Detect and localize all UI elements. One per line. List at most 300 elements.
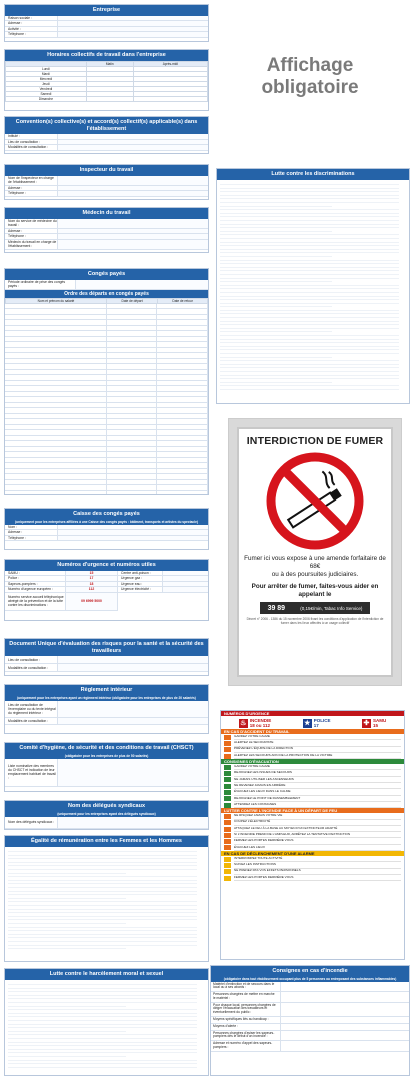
table-cell[interactable]: [107, 425, 158, 430]
table-cell[interactable]: [107, 331, 158, 336]
delegues-panel: [4, 800, 209, 830]
table-cell[interactable]: [157, 441, 208, 446]
table-cell[interactable]: [5, 436, 107, 441]
urgence-electricite-row: Urgence électricité :: [118, 587, 208, 593]
table-cell[interactable]: [157, 386, 208, 391]
table-cell[interactable]: [5, 337, 107, 342]
text-line: [8, 1064, 197, 1068]
list-item-label: NE RISQUEZ JAMAIS VOTRE VIE: [234, 813, 401, 819]
service-medecine-input[interactable]: [57, 219, 208, 228]
pictogram-icon: [224, 771, 231, 776]
pictogram-icon: [224, 803, 231, 808]
table-cell[interactable]: [5, 386, 107, 391]
field-inspecteur-adresse: Adresse :: [5, 186, 208, 192]
field-intitule: Intitulé :: [5, 134, 208, 140]
ordre-head-row: Nom et prénom du salarié Date de départ Date de retour: [6, 298, 208, 303]
nom-inspecteur-input[interactable]: [57, 176, 208, 185]
incendie-consignes-title: Consignes en cas d'incendie: [211, 966, 409, 977]
numeros-urgence-bar: NUMÉROS D'URGENCE: [221, 711, 404, 716]
table-cell[interactable]: [5, 408, 107, 413]
table-cell[interactable]: [157, 469, 208, 474]
field-du-modalites: Modalités de consultation :: [5, 664, 208, 672]
incendie-number: ♨ INCENDIE 18 ou 112: [240, 718, 272, 728]
table-cell[interactable]: [5, 452, 107, 457]
table-cell[interactable]: [157, 447, 208, 452]
interdiction-fumer-title: INTERDICTION DE FUMER: [246, 435, 384, 447]
field-lieu-consultation: Lieu de consultation :: [5, 140, 208, 146]
list-item: [224, 875, 401, 881]
medecin-panel: [4, 207, 209, 253]
table-cell[interactable]: [107, 359, 158, 364]
table-cell[interactable]: [157, 452, 208, 457]
horaires-title: Horaires collectifs de travail dans l'entreprise: [5, 50, 208, 61]
table-row: Moyens d'alerte :: [211, 1024, 409, 1031]
table-row: Pour chaque local, personnes chargées de diriger l'évacuation des travailleurs et éventuellement du public :: [211, 1003, 409, 1017]
table-cell[interactable]: [107, 452, 158, 457]
du-lieu-input[interactable]: [57, 656, 208, 663]
urgence-europeen-row: Numéro d'urgence européen : 112: [5, 587, 117, 593]
field-reglement-modalites: Modalités de consultation :: [5, 718, 208, 725]
table-cell[interactable]: [107, 397, 158, 402]
table-row: Mercredi: [6, 76, 208, 81]
pictogram-icon: [224, 735, 231, 740]
table-cell[interactable]: [107, 491, 158, 496]
list-item-label: ALERTEZ LE SECOURISTE: [234, 740, 401, 746]
table-cell[interactable]: [5, 331, 107, 336]
table-cell[interactable]: [5, 375, 107, 380]
pictogram-icon: [224, 820, 231, 825]
table-cell[interactable]: [157, 353, 208, 358]
pictogram-icon: [224, 790, 231, 795]
delegues-noms-input[interactable]: [57, 817, 208, 828]
table-row: Jeudi: [6, 81, 208, 86]
table-cell[interactable]: [5, 326, 107, 331]
urgences-numeros-title: Numéros d'urgence et numéros utiles: [5, 560, 208, 571]
field-caisse-nom: Nom :: [5, 525, 208, 531]
table-cell[interactable]: [5, 441, 107, 446]
activite-input[interactable]: [57, 27, 208, 32]
table-cell[interactable]: [5, 364, 107, 369]
pompiers-row: Sapeurs-pompiers : 18: [5, 582, 117, 588]
table-cell[interactable]: [157, 342, 208, 347]
pictogram-icon: [224, 827, 231, 832]
conventions-title: Convention(s) collective(s) et accord(s) collectif(s) applicable(s) dans l'établissement: [5, 117, 208, 134]
accident-travail-bar: EN CAS D'ACCIDENT DU TRAVAIL: [221, 729, 404, 734]
field-activite: Activité :: [5, 27, 208, 33]
samu-row: SAMU : 15: [5, 571, 117, 577]
pictogram-icon: [224, 839, 231, 844]
pictogram-icon: [224, 857, 231, 862]
chsct-title: Comité d'hygiène, de sécurité et des conditions de travail (CHSCT): [5, 743, 208, 754]
table-cell[interactable]: [5, 304, 107, 309]
caisse-adresse-input[interactable]: [57, 530, 208, 535]
list-item-label: PRÉVENEZ L'ÉQUIPE DE LA DIRECTION: [234, 747, 401, 753]
table-cell[interactable]: [5, 320, 107, 325]
caisse-telephone-input[interactable]: [57, 536, 208, 541]
table-row: Personnes chargées de mettre en marche le matériel :: [211, 992, 409, 1003]
entreprise-panel: [4, 4, 209, 42]
egalite-title: Égalité de rémunération entre les Femmes et les Hommes: [5, 836, 208, 847]
adresse-input[interactable]: [57, 21, 208, 26]
table-cell[interactable]: [157, 392, 208, 397]
field-du-lieu: Lieu de consultation :: [5, 656, 208, 664]
pictogram-icon: [224, 869, 231, 874]
reglement-modalites-input[interactable]: [57, 718, 208, 724]
table-row: Lundi: [6, 66, 208, 71]
ordre-departs-rows: [5, 304, 208, 496]
periode-conges-input[interactable]: [75, 280, 208, 289]
field-service-medecine: Nom du service de médecine du travail :: [5, 219, 208, 229]
table-cell[interactable]: [107, 309, 158, 314]
raison-sociale-input[interactable]: [57, 16, 208, 21]
table-cell[interactable]: [157, 370, 208, 375]
discrimination-number-row: Numéro service accueil téléphonique abrégé de la prévention et de la lutte contre les discriminations : 09 6999 5000: [5, 593, 117, 611]
field-chsct-membres: Liste nominative des membres du CHSCT et indication de leur emplacement habituel de travail :: [5, 759, 208, 787]
text-line: [8, 946, 126, 950]
field-medecin-charge: Médecin du travail en charge de l'établissement :: [5, 240, 208, 250]
medecin-adresse-input[interactable]: [57, 229, 208, 234]
table-cell[interactable]: [5, 469, 107, 474]
medecin-telephone-input[interactable]: [57, 234, 208, 239]
table-cell[interactable]: [107, 463, 158, 468]
table-cell[interactable]: [107, 315, 158, 320]
table-cell[interactable]: [107, 353, 158, 358]
table-row: Samedi: [6, 91, 208, 96]
list-item-label: ATTENDEZ LES CONSIGNES: [234, 802, 401, 808]
table-cell[interactable]: [157, 304, 208, 309]
table-cell[interactable]: [5, 458, 107, 463]
list-item-label: NE JAMAIS UTILISER LES ASCENSEURS: [234, 777, 401, 783]
field-adresse: Adresse :: [5, 21, 208, 27]
list-item-label: COUPEZ L'ÉLECTRICITÉ: [234, 820, 401, 826]
table-row: Matériel d'extinction et de secours dans le local ou à ses abords :: [211, 982, 409, 993]
table-cell[interactable]: [5, 425, 107, 430]
table-cell[interactable]: [107, 386, 158, 391]
numeros-urgence-list: [221, 716, 404, 729]
consigne-input[interactable]: [281, 1024, 409, 1030]
list-item-label: ÉVACUEZ LES LIEUX DANS LE CALME: [234, 789, 401, 795]
pictogram-icon: [224, 845, 231, 850]
table-cell[interactable]: [5, 485, 107, 490]
caisse-title: Caisse des congés payés: [5, 509, 208, 520]
table-cell[interactable]: [157, 364, 208, 369]
table-cell[interactable]: [157, 425, 208, 430]
pictogram-icon: [224, 777, 231, 782]
harcelement-title: Lutte contre le harcèlement moral et sexuel: [5, 969, 208, 980]
document-unique-title: Document Unique d'évaluation des risques pour la santé et la sécurité des travailleurs: [5, 639, 208, 656]
amende-message: Fumer ici vous expose à une amende forfaitaire de 68€ ou à des poursuites judiciaires.: [244, 555, 386, 578]
table-row: Dimanche: [6, 96, 208, 101]
incendie-consignes-subtitle: (obligatoire dans tout établissement occupant plus de 5 personnes ou entreposant des substances inflammables): [211, 977, 409, 982]
incendie-consignes-rows: [211, 982, 409, 1052]
table-row: [5, 491, 208, 496]
flame-icon: ♨: [240, 720, 247, 727]
interdiction-fumer-sign: [228, 418, 402, 686]
pictogram-icon: [224, 754, 231, 759]
pictogram-icon: [224, 747, 231, 752]
table-cell[interactable]: [107, 375, 158, 380]
antipoison-row: Centre anti-poison :: [118, 571, 208, 577]
entreprise-title: Entreprise: [5, 5, 208, 16]
accident-travail-list: [221, 734, 404, 759]
consigne-input[interactable]: [281, 1031, 409, 1041]
antipoison-input[interactable]: [162, 571, 208, 576]
table-cell[interactable]: [157, 320, 208, 325]
field-delegues-noms: Nom des délégués syndicaux :: [5, 817, 208, 829]
table-cell[interactable]: [157, 331, 208, 336]
table-cell[interactable]: [157, 419, 208, 424]
chsct-panel: [4, 742, 209, 792]
reglement-panel: [4, 684, 209, 734]
pictogram-icon: [224, 876, 231, 881]
urgence-electricite-input[interactable]: [162, 587, 208, 592]
telephone-input[interactable]: [57, 32, 208, 37]
table-cell[interactable]: [5, 309, 107, 314]
table-cell[interactable]: [107, 447, 158, 452]
caisse-panel: [4, 508, 209, 550]
table-cell[interactable]: [107, 304, 158, 309]
table-cell[interactable]: [157, 397, 208, 402]
table-cell[interactable]: [107, 441, 158, 446]
table-cell[interactable]: [107, 485, 158, 490]
alarme-list: [221, 856, 404, 881]
field-caisse-adresse: Adresse :: [5, 530, 208, 536]
table-cell[interactable]: [107, 458, 158, 463]
lieu-consultation-input[interactable]: [57, 140, 208, 145]
field-inspecteur-telephone: Téléphone :: [5, 191, 208, 197]
table-cell[interactable]: [5, 430, 107, 435]
table-cell[interactable]: [157, 474, 208, 479]
harcelement-panel: [4, 968, 209, 1076]
list-item-label: ÉVACUEZ LES LIEUX: [234, 845, 401, 851]
table-cell[interactable]: [107, 480, 158, 485]
field-medecin-adresse: Adresse :: [5, 229, 208, 235]
table-cell[interactable]: [157, 408, 208, 413]
list-item-label: NE REVENEZ JAMAIS EN ARRIÈRE: [234, 783, 401, 789]
field-medecin-telephone: Téléphone :: [5, 234, 208, 240]
table-cell[interactable]: [5, 491, 107, 496]
tabac-info-number: 39 89 (0,15€/min, Tabac Info Service): [260, 602, 370, 614]
table-cell[interactable]: [157, 337, 208, 342]
table-cell[interactable]: [107, 430, 158, 435]
pictogram-icon: [224, 784, 231, 789]
table-cell[interactable]: [157, 381, 208, 386]
urgence-eau-input[interactable]: [162, 582, 208, 587]
field-reglement-lieu: Lieu de consultation de l'exemplaire ou du texte intégral du règlement intérieur :: [5, 701, 208, 718]
table-cell[interactable]: [157, 309, 208, 314]
caisse-nom-input[interactable]: [57, 525, 208, 530]
table-cell[interactable]: [107, 364, 158, 369]
list-item-label: ATTAQUEZ LE FEU À LA BASE AU MOYEN D'UN EXTINCTEUR ADAPTÉ: [234, 826, 401, 832]
horaires-head-row: Matin Après-midi: [6, 61, 208, 66]
field-caisse-telephone: Téléphone :: [5, 536, 208, 542]
chsct-subtitle: (obligatoire pour les entreprises de plus de 50 salariés): [5, 754, 208, 759]
table-cell[interactable]: [107, 320, 158, 325]
egalite-legal-text: [5, 847, 208, 952]
consigne-input[interactable]: [281, 982, 409, 992]
inspecteur-telephone-input[interactable]: [57, 191, 208, 196]
table-cell[interactable]: [157, 315, 208, 320]
table-cell[interactable]: [5, 474, 107, 479]
urgences-right-list: [117, 571, 208, 611]
list-item-label: REJOIGNEZ LE POINT DE RASSEMBLEMENT: [234, 796, 401, 802]
table-cell[interactable]: [5, 403, 107, 408]
no-smoking-icon: [265, 451, 365, 551]
du-modalites-input[interactable]: [57, 664, 208, 671]
pictogram-icon: [224, 765, 231, 770]
list-item-label: INTERROMPEZ TOUTE ACTIVITÉ: [234, 856, 401, 862]
discriminations-panel: [216, 168, 410, 404]
table-cell[interactable]: [157, 480, 208, 485]
inspecteur-title: Inspecteur du travail: [5, 165, 208, 176]
table-cell[interactable]: [107, 381, 158, 386]
table-cell[interactable]: [107, 342, 158, 347]
table-cell[interactable]: [157, 436, 208, 441]
table-cell[interactable]: [107, 326, 158, 331]
list-item-label: SI L'INCENDIE PREND DE L'AMPLEUR, ARRÊTEZ LA TENTATIVE D'EXTINCTION: [234, 832, 401, 838]
pictogram-icon: [224, 863, 231, 868]
delegues-subtitle: (uniquement pour les entreprises ayant des délégués syndicaux): [5, 812, 208, 817]
table-cell[interactable]: [5, 463, 107, 468]
pictogram-icon: [224, 741, 231, 746]
list-item-label: GARDEZ VOTRE CALME: [234, 734, 401, 740]
field-modalites-consultation: Modalités de consultation :: [5, 145, 208, 151]
table-cell[interactable]: [5, 414, 107, 419]
table-cell[interactable]: [5, 353, 107, 358]
consignes-urgence-poster: [220, 710, 405, 960]
table-cell[interactable]: [107, 408, 158, 413]
table-cell[interactable]: [157, 375, 208, 380]
table-cell[interactable]: [107, 419, 158, 424]
table-cell[interactable]: [5, 480, 107, 485]
incendie-list: [221, 813, 404, 851]
table-cell[interactable]: [5, 392, 107, 397]
incendie-bar: LUTTER CONTRE L'INCENDIE FACE À UN DÉPART DE FEU: [221, 808, 404, 813]
delegues-title: Nom des délégués syndicaux: [5, 801, 208, 812]
table-cell[interactable]: [5, 315, 107, 320]
inspecteur-panel: [4, 164, 209, 200]
table-cell[interactable]: [157, 463, 208, 468]
list-item-label: FERMEZ LES PORTES DERRIÈRE VOUS: [234, 875, 401, 881]
discriminations-legal-text: [217, 180, 409, 392]
police-row: Police : 17: [5, 576, 117, 582]
list-item-label: ALERTEZ LES SECOURS AFIN DE LA PROTECTION DE LA VICTIME: [234, 753, 401, 759]
table-cell[interactable]: [107, 469, 158, 474]
document-unique-panel: [4, 638, 209, 676]
table-cell[interactable]: [157, 458, 208, 463]
police-number: ★ POLICE 17: [304, 718, 331, 728]
table-cell[interactable]: [107, 436, 158, 441]
samu-number: ✚ SAMU 15: [363, 718, 387, 728]
list-item-label: NE PRENEZ PAS VOS EFFETS PERSONNELS: [234, 869, 401, 875]
table-cell[interactable]: [107, 337, 158, 342]
table-cell[interactable]: [157, 359, 208, 364]
table-cell[interactable]: [107, 403, 158, 408]
list-item-label: GARDEZ VOTRE CALME: [234, 764, 401, 770]
evacuation-list: [221, 764, 404, 808]
list-item-label: SUIVEZ LES INSTRUCTIONS: [234, 862, 401, 868]
table-cell[interactable]: [5, 342, 107, 347]
table-cell[interactable]: [5, 359, 107, 364]
reglement-subtitle: (uniquement pour les entreprises ayant un règlement intérieur (obligatoire pour les entreprises de plus de 20 salariés): [5, 696, 208, 701]
urgence-gaz-input[interactable]: [162, 576, 208, 581]
text-line: [220, 386, 399, 390]
urgences-left-list: [5, 571, 117, 611]
urgences-numeros-panel: [4, 559, 209, 621]
table-row: Moyens spécifiques liés au handicap :: [211, 1017, 409, 1024]
ordre-departs-title: Ordre des départs en congés payés: [5, 290, 208, 298]
table-cell[interactable]: [5, 397, 107, 402]
horaires-table: [5, 61, 208, 102]
table-cell[interactable]: [157, 491, 208, 496]
pictogram-icon: [224, 796, 231, 801]
egalite-panel: [4, 835, 209, 962]
conventions-panel: [4, 116, 209, 154]
discriminations-title: Lutte contre les discriminations: [217, 169, 409, 180]
reglement-lieu-input[interactable]: [57, 701, 208, 717]
pictogram-icon: [224, 833, 231, 838]
table-cell[interactable]: [107, 348, 158, 353]
table-cell[interactable]: [157, 403, 208, 408]
medical-cross-icon: ✚: [363, 720, 370, 727]
consigne-input[interactable]: [281, 1041, 409, 1051]
table-cell[interactable]: [157, 430, 208, 435]
medecin-charge-input[interactable]: [57, 240, 208, 249]
horaires-panel: [4, 49, 209, 111]
table-cell[interactable]: [5, 370, 107, 375]
intitule-input[interactable]: [57, 134, 208, 139]
table-cell[interactable]: [5, 419, 107, 424]
table-cell[interactable]: [5, 447, 107, 452]
table-cell[interactable]: [157, 414, 208, 419]
table-row: Vendredi: [6, 86, 208, 91]
consigne-input[interactable]: [281, 1003, 409, 1016]
table-cell[interactable]: [5, 348, 107, 353]
list-item-label: REJOIGNEZ LES ISSUES DE SECOURS: [234, 770, 401, 776]
pictogram-icon: [224, 814, 231, 819]
caisse-subtitle: (uniquement pour les entreprises affiliées à une Caisse des congés payés : bâtiment, transports et artistes du spectacle): [5, 520, 208, 525]
urgence-gaz-row: Urgence gaz :: [118, 576, 208, 582]
inspecteur-adresse-input[interactable]: [57, 186, 208, 191]
table-cell[interactable]: [107, 474, 158, 479]
table-cell[interactable]: [107, 414, 158, 419]
table-cell[interactable]: [157, 326, 208, 331]
table-row: Mardi: [6, 71, 208, 76]
urgence-eau-row: Urgence eau :: [118, 582, 208, 588]
field-nom-inspecteur: Nom de l'inspecteur en charge de l'établissement :: [5, 176, 208, 186]
list-item-label: FERMEZ LES PORTES DERRIÈRE VOUS: [234, 838, 401, 844]
chsct-membres-input[interactable]: [57, 759, 208, 786]
table-cell[interactable]: [5, 381, 107, 386]
table-row: Adresse et numéro d'appel des sapeurs-pompiers :: [211, 1041, 409, 1052]
table-cell[interactable]: [157, 485, 208, 490]
conges-panel: [4, 268, 209, 495]
evacuation-bar: CONSIGNES D'ÉVACUATION: [221, 759, 404, 764]
field-raison-sociale: Raison sociale :: [5, 16, 208, 22]
medecin-title: Médecin du travail: [5, 208, 208, 219]
field-telephone: Téléphone :: [5, 32, 208, 38]
table-cell[interactable]: [157, 348, 208, 353]
decret-reference: Décret n° 2006 - 1386 du 15 novembre 2006 fixant les conditions d'application de l'interdiction de fumer dans les lieux affectés à un usage collectif: [246, 617, 384, 625]
consigne-input[interactable]: [281, 992, 409, 1002]
conges-title: Congés payés: [5, 269, 208, 280]
consigne-input[interactable]: [281, 1017, 409, 1023]
table-cell[interactable]: [107, 370, 158, 375]
reglement-title: Règlement intérieur: [5, 685, 208, 696]
alarme-bar: EN CAS DE DÉCLENCHEMENT D'UNE ALARME: [221, 851, 404, 856]
modalites-consultation-input[interactable]: [57, 145, 208, 150]
table-cell[interactable]: [107, 392, 158, 397]
